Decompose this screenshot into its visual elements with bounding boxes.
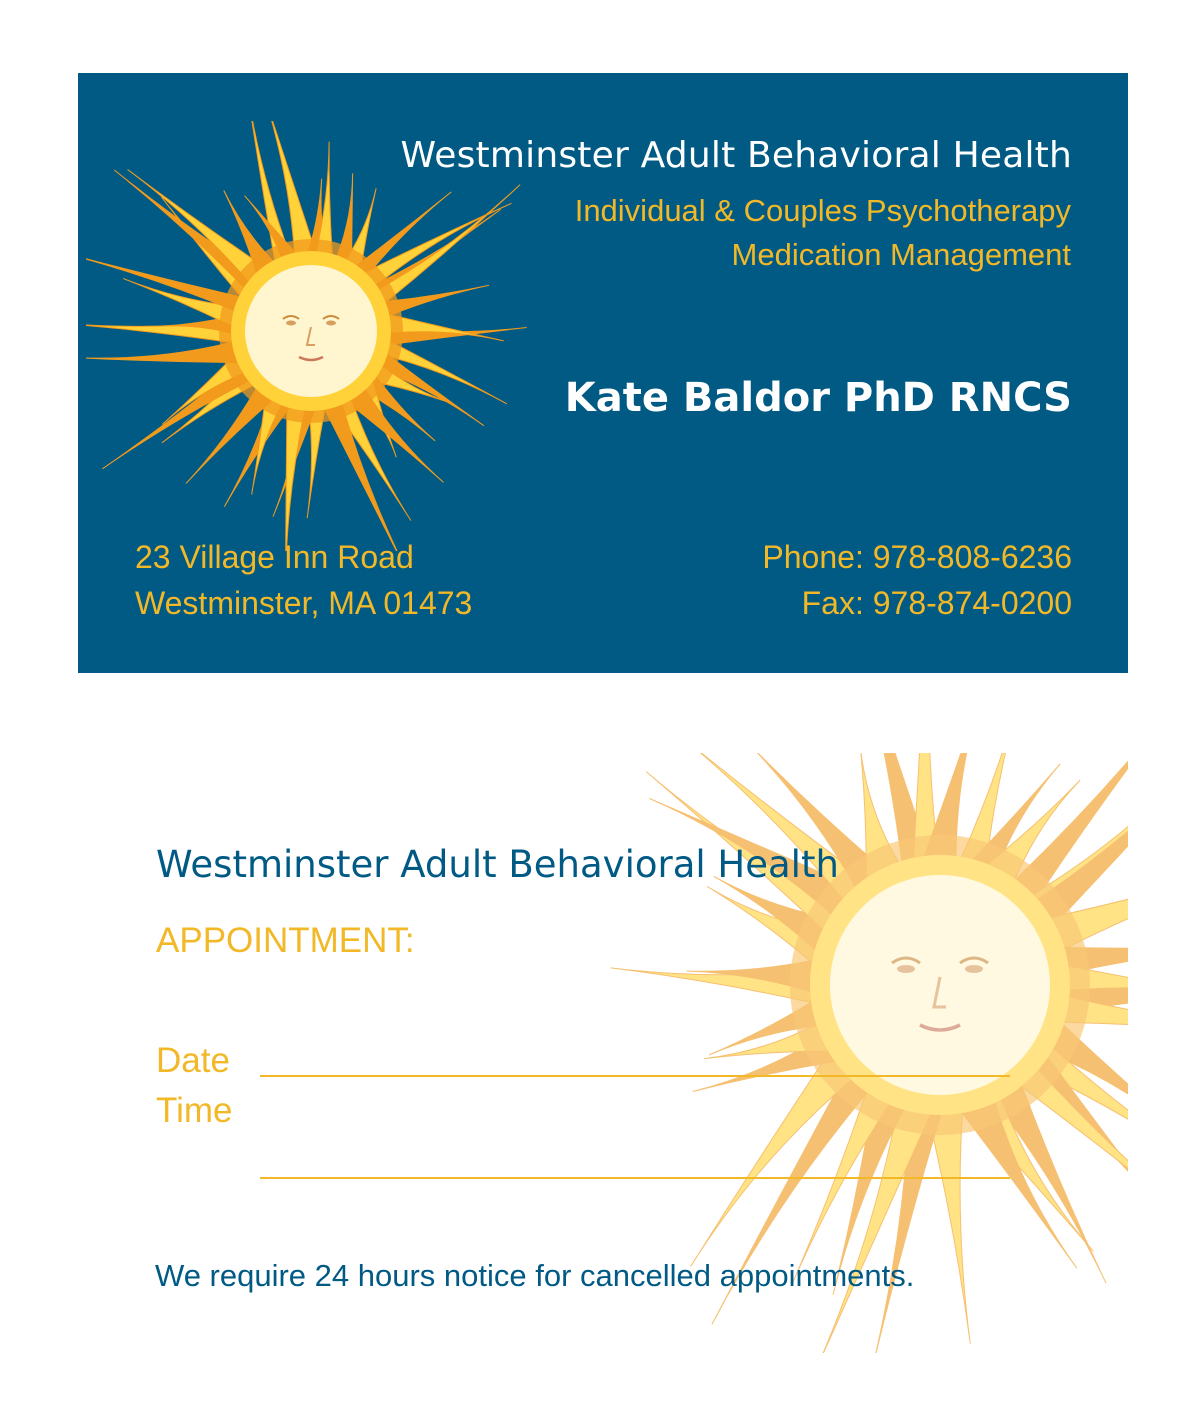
phone-number: Phone: 978-808-6236 bbox=[762, 539, 1072, 575]
service-psychotherapy: Individual & Couples Psychotherapy bbox=[574, 193, 1071, 228]
sun-ray bbox=[379, 185, 520, 303]
time-label: Time bbox=[156, 1091, 233, 1130]
sun-ray bbox=[86, 342, 238, 362]
date-label: Date bbox=[156, 1041, 230, 1080]
date-write-line bbox=[260, 1075, 1010, 1077]
time-write-line bbox=[260, 1177, 1010, 1179]
practice-name: Westminster Adult Behavioral Health bbox=[156, 843, 839, 886]
sun-ray bbox=[325, 405, 411, 551]
sun-face-icon bbox=[86, 121, 536, 551]
sun-ray bbox=[307, 410, 325, 518]
fax-number: Fax: 978-874-0200 bbox=[801, 585, 1072, 621]
business-card-front bbox=[78, 73, 1128, 673]
appointment-card-back bbox=[78, 753, 1128, 1353]
appointment-heading: APPOINTMENT: bbox=[156, 921, 415, 960]
service-medication: Medication Management bbox=[731, 237, 1071, 272]
address-city: Westminster, MA 01473 bbox=[135, 585, 473, 621]
practice-name: Westminster Adult Behavioral Health bbox=[400, 135, 1072, 176]
sun-ray bbox=[114, 170, 256, 287]
sun-ray bbox=[928, 1113, 970, 1344]
cancellation-notice: We require 24 hours notice for cancelled appointments. bbox=[155, 1258, 915, 1293]
address-street: 23 Village Inn Road bbox=[135, 539, 414, 575]
sun-ray bbox=[691, 1053, 852, 1267]
provider-name: Kate Baldor PhD RNCS bbox=[564, 375, 1072, 421]
